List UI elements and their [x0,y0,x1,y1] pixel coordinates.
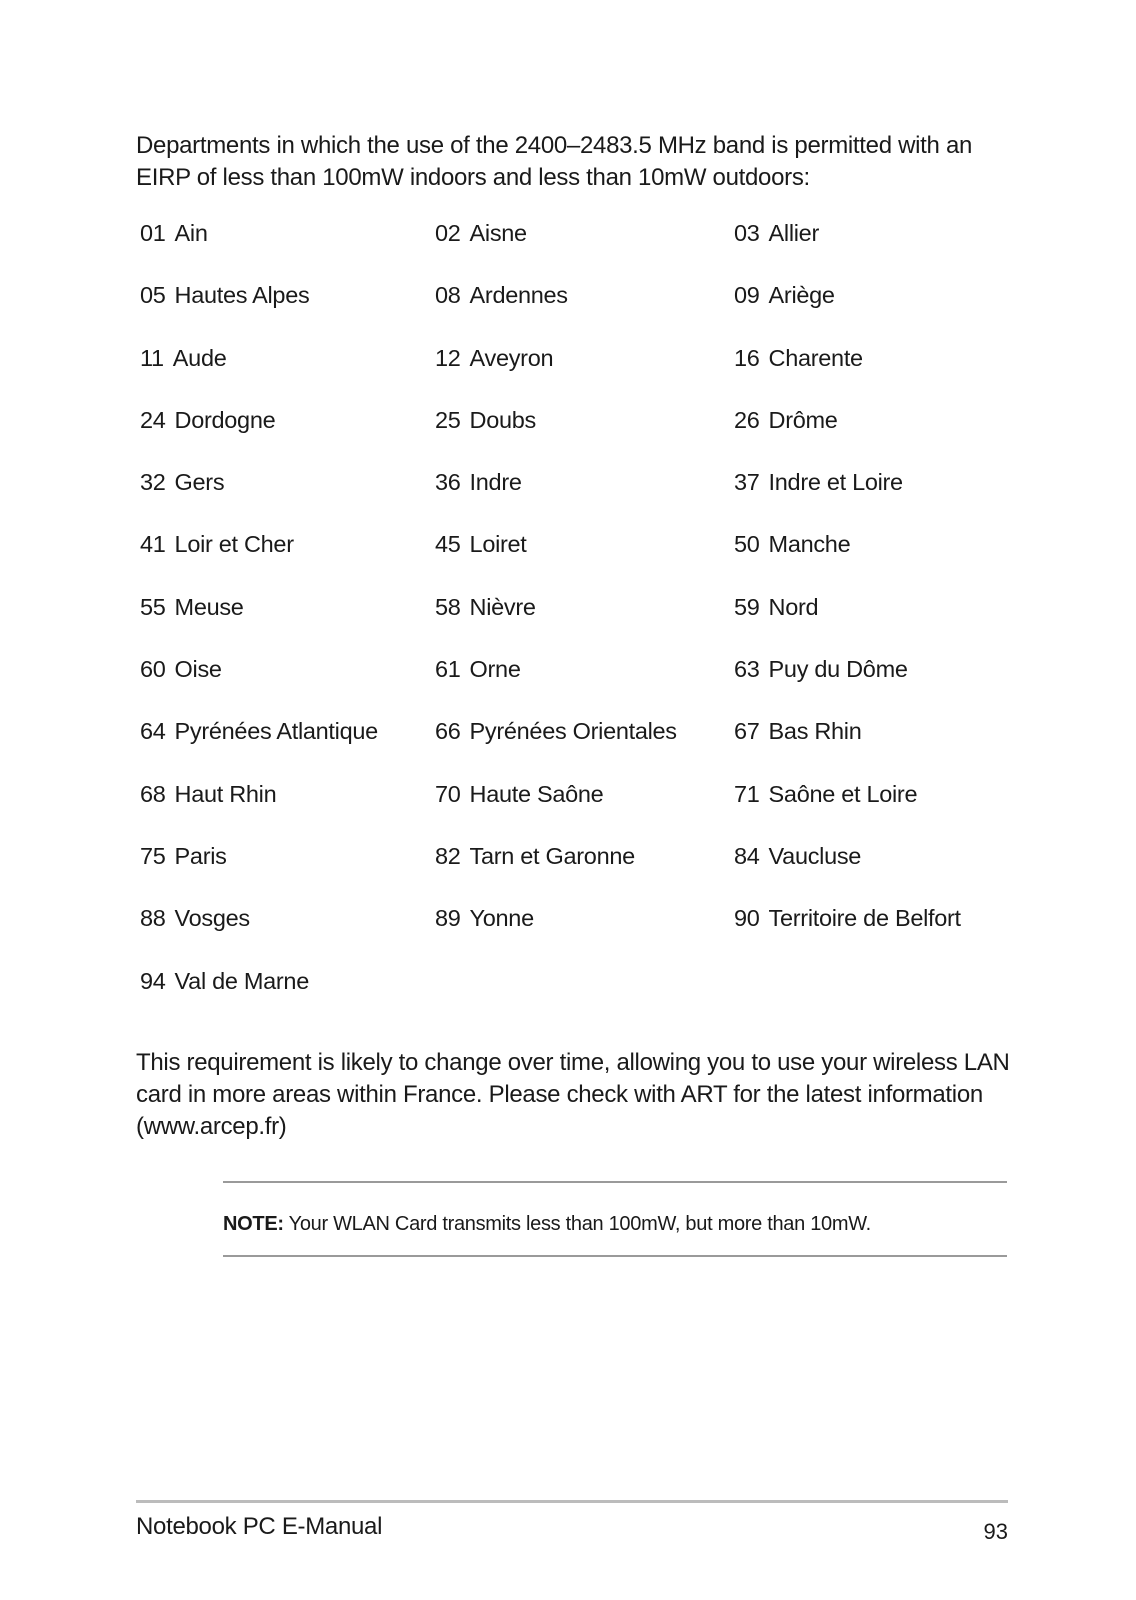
footer-divider [136,1500,1008,1503]
department-name: Haut Rhin [174,780,277,807]
department-name: Meuse [174,593,244,620]
department-code: 94 [140,967,166,994]
department-name: Indre et Loire [768,469,903,496]
department-code: 36 [435,469,461,496]
intro-paragraph: Departments in which the use of the 2400–2483.5 MHz band is permitted with an EIRP of less than 100mW indoors and less than 10mW outdoors: [136,132,973,191]
department-code: 16 [734,344,760,371]
department-item [435,529,527,559]
department-code: 02 [435,220,461,246]
department-name: Orne [469,656,521,683]
department-item [140,841,227,871]
department-row [140,405,1020,467]
department-row [140,467,1020,529]
department-name: Haute Saône [469,780,604,807]
department-code: 55 [140,593,166,620]
department-name: Oise [174,656,222,683]
department-item [734,529,850,559]
department-name: Pyrénées Orientales [469,718,677,745]
department-row [140,343,1020,405]
department-code: 66 [435,718,461,745]
department-name: Allier [768,220,819,246]
department-code: 64 [140,718,166,745]
department-row [140,779,1020,841]
department-code: 88 [140,905,166,932]
department-name: Val de Marne [174,967,309,994]
department-item [734,343,863,373]
department-item [435,280,568,310]
department-name: Nord [768,593,819,620]
department-name: Gers [174,469,225,496]
department-code: 60 [140,656,166,683]
department-code: 67 [734,718,760,745]
department-row [140,592,1020,654]
department-item [734,903,961,933]
department-code: 41 [140,531,166,558]
department-item [435,592,536,622]
department-code: 26 [734,406,760,433]
department-code: 09 [734,282,760,309]
department-name: Ain [174,220,208,246]
department-code: 82 [435,842,461,869]
footer-manual-title: Notebook PC E-Manual [136,1513,383,1540]
department-code: 89 [435,905,461,932]
department-name: Aveyron [469,344,554,371]
department-code: 24 [140,406,166,433]
department-item [734,841,861,871]
department-item [140,405,275,435]
department-name: Tarn et Garonne [469,842,635,869]
department-item [140,903,250,933]
department-item [140,779,276,809]
department-code: 32 [140,469,166,496]
department-name: Paris [174,842,227,869]
department-code: 61 [435,656,461,683]
department-item [734,592,818,622]
department-name: Charente [768,344,863,371]
department-item [435,654,521,684]
department-code: 84 [734,842,760,869]
department-row [140,841,1020,903]
department-item [734,280,835,310]
department-code: 58 [435,593,461,620]
department-item [435,779,603,809]
department-name: Vaucluse [768,842,862,869]
department-code: 50 [734,531,760,558]
department-row [140,654,1020,716]
department-item [435,716,677,746]
department-code: 45 [435,531,461,558]
note-body: Your WLAN Card transmits less than 100mW, but more than 10mW. [283,1213,871,1235]
department-name: Aisne [469,220,527,246]
department-row [140,218,1020,280]
department-code: 75 [140,842,166,869]
note-box [223,1181,1007,1257]
department-item [140,716,378,746]
department-item [435,841,635,871]
department-item [140,218,208,248]
department-code: 05 [140,282,166,309]
department-name: Nièvre [469,593,536,620]
department-item [435,467,522,497]
department-name: Ariège [768,282,835,309]
department-code: 01 [140,220,166,246]
department-name: Territoire de Belfort [768,905,961,932]
department-item [734,654,908,684]
department-item [435,903,534,933]
department-name: Saône et Loire [768,780,918,807]
department-name: Vosges [174,905,250,932]
department-code: 63 [734,656,760,683]
department-code: 25 [435,406,461,433]
closing-paragraph: This requirement is likely to change over time, allowing you to use your wireless LAN card in more areas within France. Please check with ART for the latest information (www.arcep.fr) [136,1049,1010,1140]
note-text [223,1212,871,1236]
department-item [734,218,819,248]
department-name: Drôme [768,406,838,433]
department-name: Bas Rhin [768,718,862,745]
department-item [435,218,527,248]
department-row [140,280,1020,342]
department-item [435,343,553,373]
department-code: 68 [140,780,166,807]
department-code: 90 [734,905,760,932]
department-row [140,903,1020,965]
department-name: Indre [469,469,522,496]
department-item [734,779,917,809]
department-item [140,529,294,559]
department-item [435,405,536,435]
department-name: Puy du Dôme [768,656,908,683]
department-item [140,654,222,684]
department-item [140,966,309,996]
department-item [734,716,862,746]
department-name: Loiret [469,531,527,558]
department-code: 11 [140,344,164,371]
department-name: Dordogne [174,406,276,433]
department-code: 03 [734,220,760,246]
department-row [140,529,1020,591]
department-name: Ardennes [469,282,568,309]
department-item [140,592,244,622]
department-code: 71 [734,780,760,807]
footer-page-number: 93 [983,1519,1008,1544]
department-row [140,716,1020,778]
department-name: Aude [172,344,227,371]
department-item [140,343,226,373]
department-row [140,966,1020,1028]
department-code: 59 [734,593,760,620]
department-item [734,405,838,435]
department-name: Yonne [469,905,534,932]
department-item [734,467,903,497]
department-code: 12 [435,344,461,371]
department-code: 70 [435,780,461,807]
department-name: Hautes Alpes [174,282,310,309]
department-name: Loir et Cher [174,531,294,558]
department-name: Doubs [469,406,536,433]
department-item [140,280,309,310]
department-name: Pyrénées Atlantique [174,718,378,745]
department-list [140,218,1020,1028]
department-item [140,467,224,497]
department-code: 08 [435,282,461,309]
department-code: 37 [734,469,760,496]
note-label: NOTE: [223,1213,284,1235]
department-name: Manche [768,531,851,558]
